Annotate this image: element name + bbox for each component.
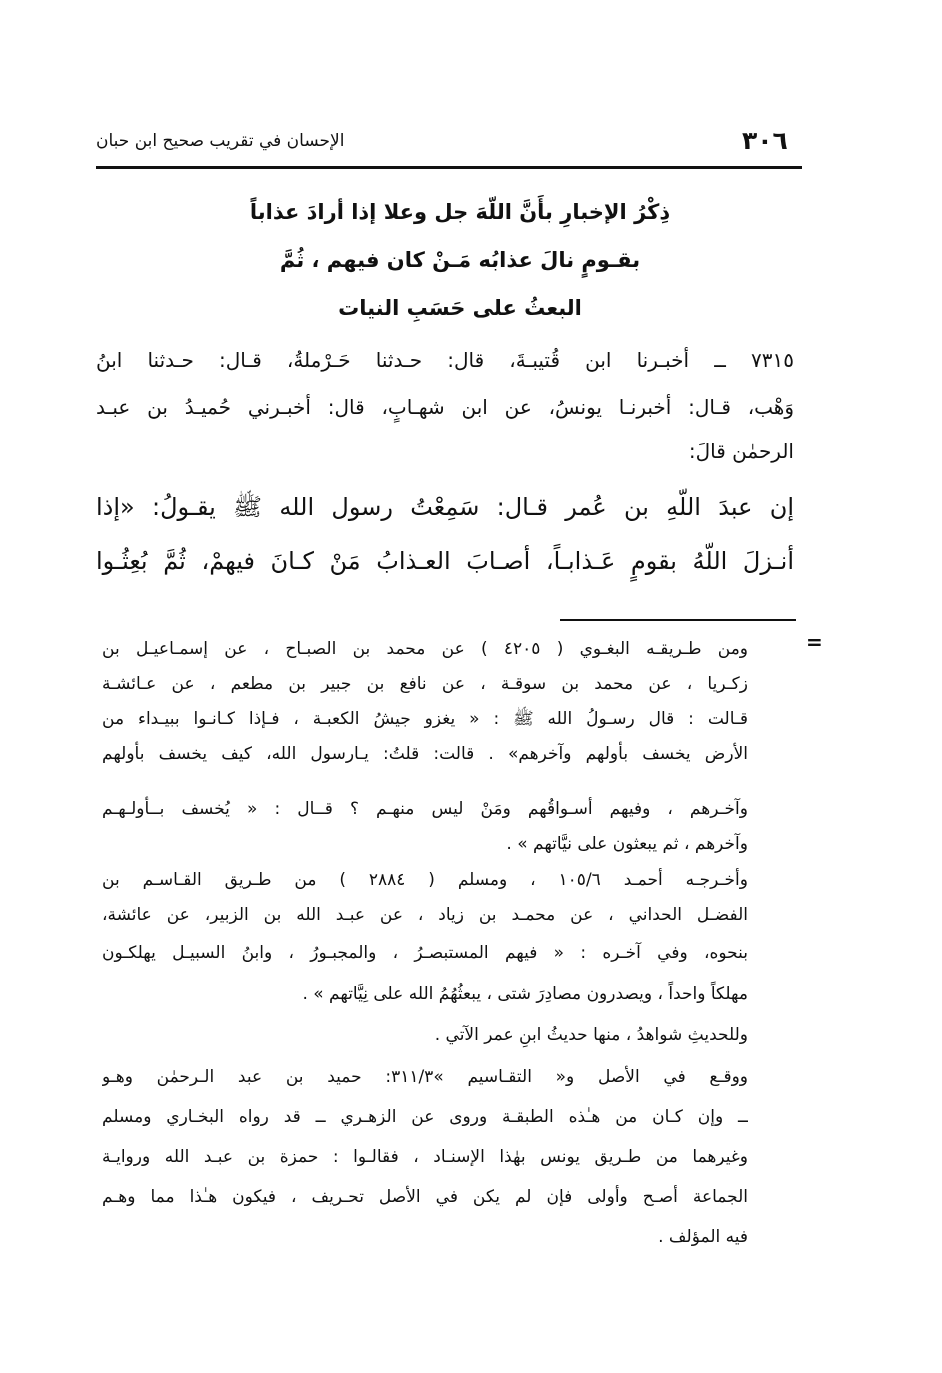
footnote-line: مهلكاً واحداً ، ويصدرون مصادِرَ شتى ، يبعثُهُمُ الله على نِيَّاتهم » . [302, 984, 748, 1004]
page-number: ٣٠٦ [742, 126, 788, 155]
footnote-line: ومن طـريقـه البغـوي ( ٤٢٠٥ ) عن محمد بن الصبـاح ، عن إسمـاعيـل بن [102, 639, 748, 659]
header-rule [96, 166, 802, 169]
footnote-line: زكـريا ، عن محمد بن سوقـة ، عن نافع بن جبير بن مطعم ، عن عـائشـة [102, 674, 748, 694]
footnote-line: قـالت : قال رسـولُ الله ﷺ : « يغزو جيشُ الكعبـة ، فـإذا كـانـوا ببيـداء من [102, 709, 748, 729]
chapter-heading [120, 188, 800, 332]
footnote-line: بنحوه، وفي آخـره : « فيهم المستبصـرُ ، والمجبـورُ ، وابنُ السبيـل يهلكـون [102, 943, 748, 963]
footnote-line: فيه المؤلف . [658, 1227, 748, 1247]
isnad-line: ٧٣١٥ ــ أخبـرنا ابن قُتيبـةَ، قال: حـدثنا حَـرْملةُ، قـال: حـدثنا ابنُ [96, 348, 794, 372]
chapter-heading-line: بقـومٍ نالَ عذابُه مَـنْ كان فيهم ، ثُمَّ [279, 248, 641, 272]
isnad-line: وَهْب، قـال: أخبرنـا يونسُ، عن ابن شهـابٍ، قال: أخبـرني حُميـدُ بن عبـد [96, 395, 794, 419]
footnote-line: ــ وإن كـان من هـٰذه الطبقـة وروى عن الزهـري ــ قد رواه البخـاري ومسلم [102, 1107, 748, 1127]
footnote-continuation-mark: = [806, 630, 823, 654]
footnote-separator [560, 619, 796, 621]
running-header-title: الإحسان في تقريب صحيح ابن حبان [96, 131, 345, 151]
matn-line: إن عبدَ اللّهِ بن عُمر قـال: سَمِعْتُ رسول الله ﷺ يقـولُ: «إذا [96, 493, 794, 521]
footnote-line: وللحديثِ شواهدُ ، منها حديثُ ابنِ عمر الآتي . [434, 1025, 748, 1045]
isnad-line: الرحمٰن قالَ: [688, 439, 794, 463]
footnote-line: الجماعة أصـح وأولى فإن لم يكن في الأصل تحـريف ، فيكون هـٰذا مما وهـم [102, 1187, 748, 1207]
footnote-line: وآخـرهم ، وفيهم أسـواقُهم ومَنْ ليس منهـم ؟ قــال : « يُخسف بــأولـهـم [102, 799, 748, 819]
footnote-line: وأخـرجـه أحمـد ١٠٥/٦ ، ومسلم ( ٢٨٨٤ ) من طـريق القـاسـم بن [102, 870, 748, 890]
chapter-heading-line: البعثُ على حَسَبِ النيات [338, 296, 582, 320]
chapter-heading-line: ذِكْرُ الإخبارِ بأَنَّ اللّهَ جل وعلا إذا أرادَ عذاباً [249, 200, 671, 224]
matn-line: أنـزلَ اللّهُ بقومٍ عَـذابـاً، أصـابَ العـذابُ مَنْ كـانَ فيهمْ، ثُمَّ بُعِثُـوا [96, 547, 794, 575]
footnote-line: الفضـل الحداني ، عن محمـد بن زياد ، عن عبـد الله بن الزبير، عن عائشة، [102, 905, 748, 925]
footnote-line: وغيرهما من طـريق يونس بهٰذا الإسنـاد ، فقالـوا : حمزة بن عبـد الله وروايـة [102, 1147, 748, 1167]
footnote-line: وآخرهم ، ثم يبعثون على نيَّاتهم » . [506, 834, 748, 854]
footnote-line: ووقـع في الأصل و« التقـاسيم »٣١١/٣: حميد بن عبد الـرحمٰن وهـو [102, 1067, 748, 1087]
footnote-line: الأرض يخسف بأولهم وآخرهم» . قالت: قلتُ: يـارسول الله، كيف يخسف بأولهم [102, 744, 748, 764]
